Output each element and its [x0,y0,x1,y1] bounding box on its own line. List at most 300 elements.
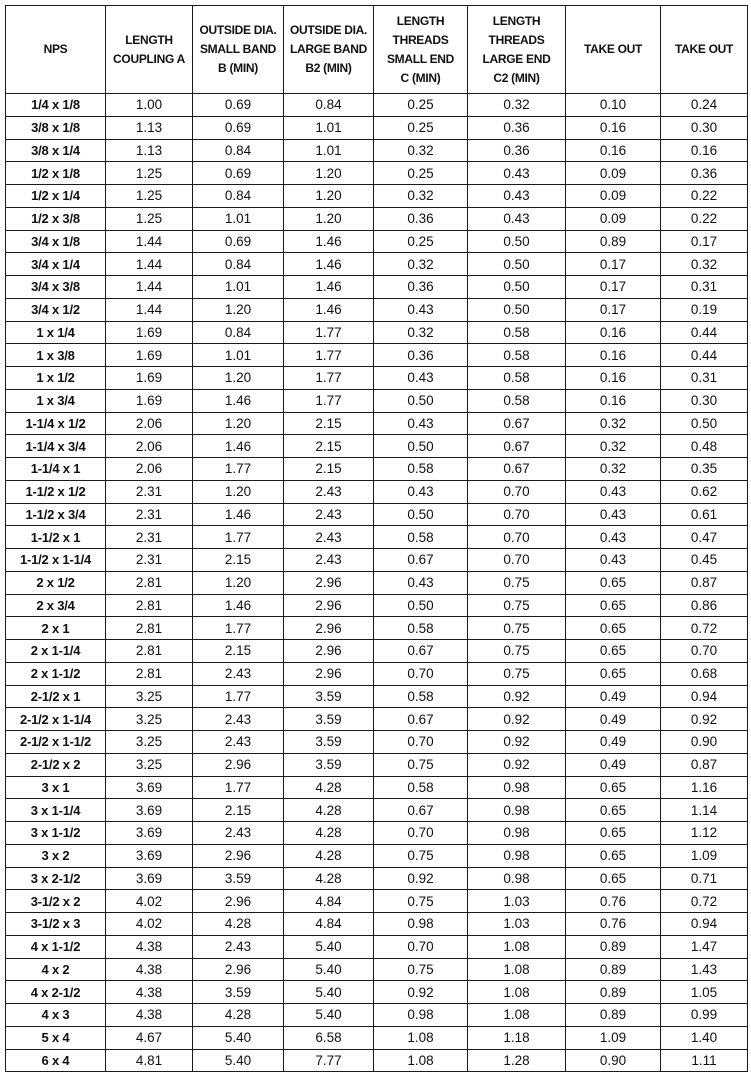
large-band-dia-cell: 3.59 [284,708,374,731]
table-row [6,753,748,776]
coupling-dimensions-table [5,5,748,1072]
take-out-cell-1: 0.16 [566,139,661,162]
small-band-dia-cell: 1.01 [193,276,284,299]
small-band-dia-cell: 5.40 [193,1026,284,1049]
small-band-dia-cell: 0.84 [193,253,284,276]
large-band-dia-cell: 4.28 [284,799,374,822]
length-coupling-cell: 2.06 [106,435,193,458]
large-band-dia-cell: 2.15 [284,458,374,481]
length-coupling-cell: 1.44 [106,230,193,253]
threads-small-end-cell: 0.92 [374,867,468,890]
small-band-dia-cell: 5.40 [193,1049,284,1072]
large-band-dia-cell: 1.01 [284,139,374,162]
threads-large-end-cell: 1.18 [468,1026,566,1049]
take-out-cell-1: 0.65 [566,776,661,799]
large-band-dia-cell: 5.40 [284,935,374,958]
threads-small-end-cell: 0.67 [374,799,468,822]
nps-cell: 1-1/2 x 1/2 [6,480,106,503]
take-out-cell-2: 0.35 [661,458,748,481]
large-band-dia-cell: 2.43 [284,503,374,526]
threads-small-end-cell: 0.25 [374,94,468,117]
small-band-dia-cell: 0.69 [193,116,284,139]
large-band-dia-cell: 5.40 [284,958,374,981]
threads-small-end-cell: 0.36 [374,344,468,367]
nps-cell: 2-1/2 x 1-1/2 [6,731,106,754]
table-body [6,94,748,1072]
take-out-cell-2: 0.90 [661,731,748,754]
table-row [6,253,748,276]
threads-small-end-cell: 0.98 [374,913,468,936]
table-row [6,503,748,526]
large-band-dia-cell: 1.20 [284,162,374,185]
nps-cell: 1/2 x 1/8 [6,162,106,185]
table-row [6,867,748,890]
threads-large-end-cell: 0.98 [468,799,566,822]
threads-small-end-cell: 0.70 [374,731,468,754]
threads-large-end-cell: 0.70 [468,480,566,503]
table-row [6,890,748,913]
threads-large-end-cell: 0.70 [468,526,566,549]
take-out-cell-1: 0.49 [566,731,661,754]
nps-cell: 2-1/2 x 1-1/4 [6,708,106,731]
threads-small-end-cell: 0.36 [374,276,468,299]
length-coupling-cell: 4.67 [106,1026,193,1049]
small-band-dia-cell: 1.46 [193,503,284,526]
threads-large-end-cell: 0.70 [468,549,566,572]
table-row [6,731,748,754]
threads-small-end-cell: 0.25 [374,116,468,139]
nps-cell: 2-1/2 x 1 [6,685,106,708]
length-coupling-cell: 2.31 [106,549,193,572]
threads-large-end-cell: 0.58 [468,367,566,390]
nps-cell: 1/2 x 1/4 [6,185,106,208]
threads-large-end-cell: 0.92 [468,731,566,754]
large-band-dia-cell: 0.84 [284,94,374,117]
table-row [6,367,748,390]
take-out-cell-2: 0.48 [661,435,748,458]
take-out-cell-1: 0.65 [566,662,661,685]
table-row [6,662,748,685]
table-row [6,412,748,435]
length-coupling-cell: 3.69 [106,776,193,799]
table-row [6,935,748,958]
nps-cell: 3-1/2 x 3 [6,913,106,936]
table-row [6,94,748,117]
small-band-dia-cell: 1.77 [193,617,284,640]
threads-large-end-cell: 1.08 [468,935,566,958]
nps-cell: 2 x 3/4 [6,594,106,617]
take-out-cell-2: 1.14 [661,799,748,822]
header-line: THREADS [488,32,545,47]
table-row [6,185,748,208]
large-band-dia-cell: 2.96 [284,594,374,617]
length-coupling-cell: 1.44 [106,253,193,276]
header-line: TAKE OUT [674,42,734,56]
take-out-cell-2: 0.44 [661,321,748,344]
nps-header [6,6,106,94]
take-out-cell-1: 0.65 [566,844,661,867]
small-band-dia-cell: 1.77 [193,685,284,708]
table-row [6,435,748,458]
length-coupling-cell: 1.13 [106,116,193,139]
nps-cell: 6 x 4 [6,1049,106,1072]
threads-small-end-cell: 0.50 [374,503,468,526]
threads-small-end-cell: 0.70 [374,822,468,845]
large-band-dia-cell: 6.58 [284,1026,374,1049]
take-out-cell-2: 0.44 [661,344,748,367]
large-band-dia-cell: 5.40 [284,981,374,1004]
threads-large-end-cell: 0.98 [468,867,566,890]
table-row [6,617,748,640]
length-coupling-cell: 4.81 [106,1049,193,1072]
take-out-cell-2: 0.24 [661,94,748,117]
length-coupling-cell: 1.69 [106,344,193,367]
take-out-cell-1: 0.32 [566,458,661,481]
large-band-dia-cell: 1.20 [284,185,374,208]
large-band-dia-cell: 1.77 [284,344,374,367]
small-band-dia-cell: 1.20 [193,412,284,435]
threads-small-end-cell: 0.58 [374,776,468,799]
take-out-cell-1: 0.09 [566,207,661,230]
take-out-cell-1: 0.16 [566,344,661,367]
table-row [6,321,748,344]
length-coupling-cell: 3.25 [106,708,193,731]
take-out-cell-2: 0.94 [661,913,748,936]
length-coupling-header [106,6,193,94]
take-out-cell-2: 0.30 [661,116,748,139]
small-band-dia-cell: 4.28 [193,1004,284,1027]
threads-large-end-cell: 1.08 [468,958,566,981]
small-band-dia-cell: 4.28 [193,913,284,936]
table-row [6,594,748,617]
take-out-cell-1: 0.43 [566,526,661,549]
small-band-dia-cell: 0.84 [193,139,284,162]
length-coupling-cell: 3.25 [106,753,193,776]
length-coupling-cell: 3.25 [106,731,193,754]
length-threads-small-end-header [374,6,468,94]
large-band-dia-cell: 4.28 [284,822,374,845]
nps-cell: 1 x 3/8 [6,344,106,367]
threads-large-end-cell: 0.43 [468,185,566,208]
take-out-cell-2: 0.30 [661,389,748,412]
take-out-cell-1: 0.16 [566,116,661,139]
threads-large-end-cell: 0.67 [468,435,566,458]
take-out-cell-2: 0.72 [661,890,748,913]
small-band-dia-cell: 2.43 [193,662,284,685]
take-out-cell-1: 0.43 [566,549,661,572]
length-coupling-cell: 3.25 [106,685,193,708]
length-coupling-cell: 4.02 [106,890,193,913]
table-row [6,913,748,936]
take-out-cell-2: 0.72 [661,617,748,640]
threads-small-end-cell: 1.08 [374,1049,468,1072]
take-out-cell-1: 0.17 [566,298,661,321]
table-row [6,526,748,549]
length-coupling-cell: 2.81 [106,662,193,685]
outside-dia-small-band-header [193,6,284,94]
table-row [6,298,748,321]
nps-cell: 3/8 x 1/4 [6,139,106,162]
small-band-dia-cell: 1.01 [193,344,284,367]
take-out-cell-1: 0.16 [566,367,661,390]
large-band-dia-cell: 2.43 [284,480,374,503]
threads-small-end-cell: 0.58 [374,526,468,549]
table-row [6,799,748,822]
small-band-dia-cell: 1.46 [193,435,284,458]
nps-cell: 1/4 x 1/8 [6,94,106,117]
length-coupling-cell: 3.69 [106,799,193,822]
nps-cell: 5 x 4 [6,1026,106,1049]
threads-large-end-cell: 0.98 [468,844,566,867]
threads-small-end-cell: 1.08 [374,1026,468,1049]
table-row [6,139,748,162]
nps-cell: 3-1/2 x 2 [6,890,106,913]
threads-large-end-cell: 1.08 [468,1004,566,1027]
small-band-dia-cell: 2.43 [193,935,284,958]
threads-small-end-cell: 0.32 [374,253,468,276]
threads-small-end-cell: 0.98 [374,1004,468,1027]
take-out-cell-1: 0.09 [566,162,661,185]
take-out-cell-1: 0.76 [566,913,661,936]
threads-small-end-cell: 0.50 [374,594,468,617]
small-band-dia-cell: 2.15 [193,799,284,822]
header-line: OUTSIDE DIA. [199,23,277,37]
large-band-dia-cell: 4.28 [284,776,374,799]
length-coupling-cell: 3.69 [106,844,193,867]
threads-small-end-cell: 0.32 [374,139,468,162]
nps-cell: 1-1/2 x 1 [6,526,106,549]
large-band-dia-cell: 2.96 [284,640,374,663]
table-row [6,480,748,503]
nps-cell: 3 x 2-1/2 [6,867,106,890]
large-band-dia-cell: 1.46 [284,276,374,299]
length-coupling-cell: 2.31 [106,526,193,549]
length-coupling-cell: 4.02 [106,913,193,936]
large-band-dia-cell: 4.28 [284,867,374,890]
large-band-dia-cell: 1.77 [284,389,374,412]
table-row [6,640,748,663]
small-band-dia-cell: 1.20 [193,298,284,321]
large-band-dia-cell: 2.15 [284,435,374,458]
table-row [6,389,748,412]
nps-cell: 4 x 2-1/2 [6,981,106,1004]
nps-cell: 1 x 3/4 [6,389,106,412]
nps-cell: 2-1/2 x 2 [6,753,106,776]
header-line: SMALL BAND [199,42,277,56]
length-coupling-cell: 2.81 [106,640,193,663]
length-coupling-cell: 1.25 [106,162,193,185]
take-out-cell-2: 0.87 [661,571,748,594]
take-out-cell-1: 0.32 [566,412,661,435]
large-band-dia-cell: 1.46 [284,298,374,321]
large-band-dia-cell: 2.43 [284,549,374,572]
large-band-dia-cell: 1.20 [284,207,374,230]
take-out-cell-1: 0.76 [566,890,661,913]
take-out-cell-2: 1.43 [661,958,748,981]
threads-large-end-cell: 0.75 [468,662,566,685]
threads-large-end-cell: 1.28 [468,1049,566,1072]
take-out-cell-2: 0.62 [661,480,748,503]
header-line: LENGTH [125,32,173,47]
length-coupling-cell: 2.81 [106,617,193,640]
large-band-dia-cell: 1.77 [284,367,374,390]
table-row [6,708,748,731]
large-band-dia-cell: 4.84 [284,890,374,913]
nps-cell: 2 x 1-1/4 [6,640,106,663]
small-band-dia-cell: 3.59 [193,867,284,890]
length-coupling-cell: 2.06 [106,412,193,435]
large-band-dia-cell: 2.43 [284,526,374,549]
take-out-cell-2: 1.16 [661,776,748,799]
nps-cell: 3/8 x 1/8 [6,116,106,139]
threads-small-end-cell: 0.43 [374,412,468,435]
nps-cell: 2 x 1/2 [6,571,106,594]
table-row [6,116,748,139]
threads-large-end-cell: 1.03 [468,913,566,936]
take-out-cell-1: 0.89 [566,981,661,1004]
table-row [6,1049,748,1072]
small-band-dia-cell: 0.84 [193,185,284,208]
header-line: THREADS [392,32,449,47]
threads-large-end-cell: 0.50 [468,253,566,276]
table-row [6,571,748,594]
table-row [6,344,748,367]
nps-cell: 1-1/2 x 1-1/4 [6,549,106,572]
header-line: SMALL END [386,51,455,66]
take-out-cell-2: 1.40 [661,1026,748,1049]
table-row [6,549,748,572]
take-out-cell-2: 1.12 [661,822,748,845]
small-band-dia-cell: 1.77 [193,776,284,799]
header-line: TAKE OUT [583,42,643,56]
threads-large-end-cell: 0.32 [468,94,566,117]
threads-large-end-cell: 0.58 [468,389,566,412]
small-band-dia-cell: 2.96 [193,753,284,776]
header-line: LENGTH [396,13,445,28]
take-out-cell-1: 0.09 [566,185,661,208]
nps-cell: 1-1/2 x 3/4 [6,503,106,526]
threads-large-end-cell: 0.50 [468,298,566,321]
threads-large-end-cell: 0.58 [468,344,566,367]
header-line: LENGTH [492,13,541,28]
table-row [6,458,748,481]
length-coupling-cell: 4.38 [106,958,193,981]
threads-large-end-cell: 1.08 [468,981,566,1004]
large-band-dia-cell: 3.59 [284,685,374,708]
threads-small-end-cell: 0.43 [374,480,468,503]
threads-large-end-cell: 0.98 [468,776,566,799]
table-row [6,1004,748,1027]
take-out-cell-1: 0.65 [566,594,661,617]
threads-large-end-cell: 0.75 [468,617,566,640]
threads-small-end-cell: 0.92 [374,981,468,1004]
threads-small-end-cell: 0.67 [374,549,468,572]
take-out-cell-2: 0.92 [661,708,748,731]
threads-small-end-cell: 0.36 [374,207,468,230]
threads-small-end-cell: 0.67 [374,708,468,731]
take-out-cell-1: 0.16 [566,321,661,344]
small-band-dia-cell: 2.43 [193,708,284,731]
length-coupling-cell: 2.81 [106,594,193,617]
threads-large-end-cell: 0.92 [468,708,566,731]
threads-small-end-cell: 0.58 [374,685,468,708]
threads-small-end-cell: 0.75 [374,753,468,776]
threads-large-end-cell: 0.75 [468,571,566,594]
small-band-dia-cell: 1.20 [193,480,284,503]
small-band-dia-cell: 0.69 [193,230,284,253]
threads-small-end-cell: 0.58 [374,458,468,481]
nps-cell: 1 x 1/2 [6,367,106,390]
small-band-dia-cell: 1.20 [193,367,284,390]
large-band-dia-cell: 2.96 [284,571,374,594]
threads-small-end-cell: 0.43 [374,298,468,321]
threads-small-end-cell: 0.25 [374,230,468,253]
take-out-cell-1: 1.09 [566,1026,661,1049]
nps-cell: 4 x 1-1/2 [6,935,106,958]
threads-large-end-cell: 0.50 [468,276,566,299]
length-threads-large-end-header [468,6,566,94]
take-out-cell-1: 0.65 [566,617,661,640]
threads-small-end-cell: 0.75 [374,844,468,867]
large-band-dia-cell: 5.40 [284,1004,374,1027]
length-coupling-cell: 4.38 [106,1004,193,1027]
take-out-cell-2: 0.19 [661,298,748,321]
take-out-cell-2: 0.22 [661,185,748,208]
threads-large-end-cell: 0.75 [468,640,566,663]
nps-cell: 3 x 1-1/4 [6,799,106,822]
length-coupling-cell: 1.25 [106,207,193,230]
nps-cell: 3/4 x 1/4 [6,253,106,276]
threads-large-end-cell: 0.50 [468,230,566,253]
small-band-dia-cell: 2.15 [193,640,284,663]
threads-large-end-cell: 0.98 [468,822,566,845]
length-coupling-cell: 2.06 [106,458,193,481]
small-band-dia-cell: 1.77 [193,526,284,549]
take-out-cell-2: 1.11 [661,1049,748,1072]
take-out-cell-1: 0.49 [566,753,661,776]
take-out-header-2 [661,6,748,94]
threads-small-end-cell: 0.58 [374,617,468,640]
threads-small-end-cell: 0.43 [374,571,468,594]
take-out-cell-2: 0.22 [661,207,748,230]
length-coupling-cell: 4.38 [106,935,193,958]
header-line: NPS [43,42,68,56]
threads-small-end-cell: 0.50 [374,389,468,412]
threads-small-end-cell: 0.70 [374,662,468,685]
small-band-dia-cell: 2.96 [193,890,284,913]
large-band-dia-cell: 2.15 [284,412,374,435]
take-out-cell-2: 0.71 [661,867,748,890]
nps-cell: 3/4 x 1/8 [6,230,106,253]
nps-cell: 2 x 1-1/2 [6,662,106,685]
large-band-dia-cell: 1.01 [284,116,374,139]
take-out-cell-2: 0.17 [661,230,748,253]
take-out-cell-1: 0.89 [566,958,661,981]
threads-large-end-cell: 0.43 [468,162,566,185]
small-band-dia-cell: 0.84 [193,321,284,344]
small-band-dia-cell: 3.59 [193,981,284,1004]
small-band-dia-cell: 2.15 [193,549,284,572]
threads-small-end-cell: 0.75 [374,890,468,913]
take-out-cell-2: 0.87 [661,753,748,776]
threads-large-end-cell: 0.92 [468,753,566,776]
nps-cell: 2 x 1 [6,617,106,640]
table-row [6,981,748,1004]
take-out-cell-2: 0.94 [661,685,748,708]
nps-cell: 3/4 x 1/2 [6,298,106,321]
nps-cell: 1 x 1/4 [6,321,106,344]
take-out-cell-1: 0.17 [566,253,661,276]
